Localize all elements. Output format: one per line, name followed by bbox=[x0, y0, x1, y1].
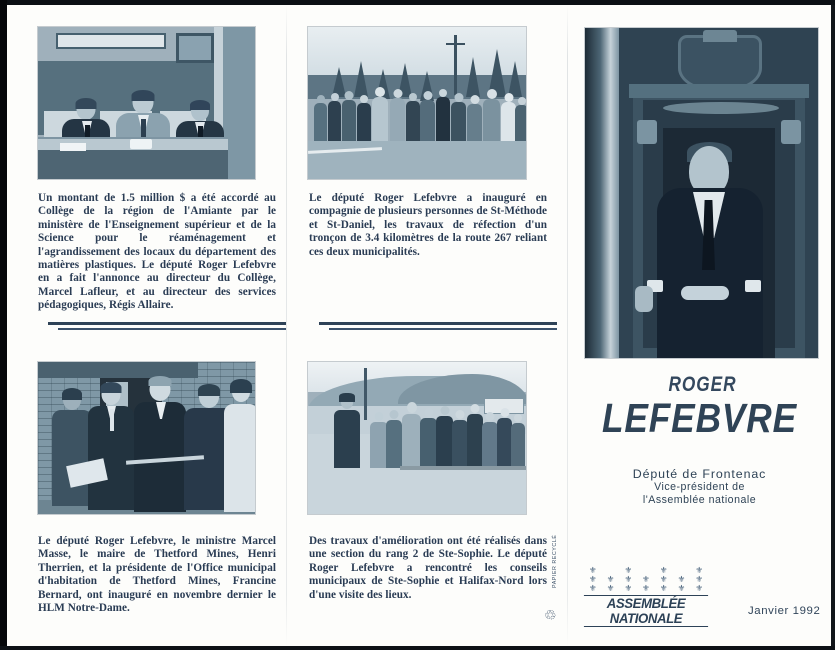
recycled-paper-label: PAPIER RECYCLÉ bbox=[552, 534, 558, 588]
fleur-de-lis-icon: ⚜ bbox=[695, 575, 703, 586]
fleur-de-lis-icon: ⚜ bbox=[624, 584, 633, 595]
identity-block bbox=[568, 373, 831, 507]
fleur-de-lis-icon: ⚜ bbox=[642, 575, 650, 586]
recycled-paper-mark bbox=[542, 534, 564, 629]
photo-ribbon-cutting-hlm bbox=[38, 362, 255, 514]
fleur-de-lis-icon: ⚜ bbox=[642, 584, 650, 595]
fleur-de-lis-icon: ⚜ bbox=[606, 584, 615, 595]
fleur-de-lis-icon: ⚜ bbox=[659, 584, 668, 595]
fleur-de-lis-icon: ⚜ bbox=[624, 566, 633, 577]
fleur-de-lis-icon: ⚜ bbox=[695, 584, 703, 595]
photo-official-portrait bbox=[585, 28, 818, 358]
fleur-de-lis-icon: ⚜ bbox=[677, 584, 686, 595]
divider-rule-middle bbox=[319, 322, 557, 330]
caption-hlm-notre-dame: Le député Roger Lefebvre, le ministre Marcel Masse, le maire de Thetford Mines, Henri Therrien, et la présidente de l'Office municipal d'habitation de Thetford Mines, Francine Bernard, ont inauguré en novembre dernier le HLM Notre-Dame. bbox=[38, 535, 276, 615]
fleur-de-lis-pattern bbox=[582, 567, 710, 595]
fleur-de-lis-icon: ⚜ bbox=[624, 575, 633, 586]
fleur-de-lis-icon: ⚜ bbox=[659, 575, 668, 586]
brochure-paper bbox=[7, 5, 831, 646]
role-deputy-frontenac: Député de Frontenac bbox=[632, 467, 767, 481]
caption-route-267: Le député Roger Lefebvre a inauguré en compagnie de plusieurs personnes de St-Méthode et St-Daniel, les travaux de réfection d'un tronçon de 3.4 kilomètres de la route 267 reliant ces deux municipalités. bbox=[309, 192, 547, 258]
scan-frame-left bbox=[0, 0, 7, 650]
fleur-de-lis-icon: ⚜ bbox=[589, 566, 597, 577]
fold-seam-first bbox=[286, 5, 287, 646]
fold-seam-second bbox=[567, 5, 568, 646]
photo-rang-ste-sophie-group bbox=[308, 362, 526, 514]
photo-road-group bbox=[308, 27, 526, 179]
scan-frame-bottom bbox=[0, 646, 835, 650]
logo-wordmark: ASSEMBLÉE NATIONALE bbox=[584, 595, 708, 627]
fleur-de-lis-icon: ⚜ bbox=[589, 584, 597, 595]
role-block bbox=[568, 467, 831, 507]
fleur-de-lis-icon: ⚜ bbox=[659, 566, 668, 577]
fleur-de-lis-icon: ⚜ bbox=[677, 575, 686, 586]
first-name: ROGER bbox=[668, 373, 737, 396]
caption-rang-2-ste-sophie: Des travaux d'amélioration ont été réalisés dans une section du rang 2 de Ste-Sophie. Le député Roger Lefebvre a rencontré les conseils municipaux de Ste-Sophie et Halifax-Nord lors d'une visite des lieux. bbox=[309, 535, 547, 601]
issue-date: Janvier 1992 bbox=[748, 605, 821, 617]
fleur-de-lis-icon: ⚜ bbox=[695, 566, 703, 577]
photo-press-conference bbox=[38, 27, 255, 179]
assemblee-nationale-logo bbox=[582, 567, 710, 627]
divider-rule-left bbox=[48, 322, 286, 330]
last-name: LEFEBVRE bbox=[602, 395, 797, 441]
recycling-icon: ♲ bbox=[544, 608, 557, 624]
role-assemblee: l'Assemblée nationale bbox=[642, 494, 757, 506]
role-vice-president: Vice-président de bbox=[654, 481, 745, 493]
fleur-de-lis-icon: ⚜ bbox=[606, 575, 615, 586]
caption-college-amiante: Un montant de 1.5 million $ a été accordé au Collège de la région de l'Amiante par le ministère de l'Enseignement supérieur et de la Science pour le réaménagement et l'agrandissement des locaux du département des matières plastiques. Le député Roger Lefebvre en a fait l'annonce au directeur du Collège, Marcel Lafleur, et au directeur des services pédagogiques, Régis Allaire. bbox=[38, 192, 276, 312]
fleur-de-lis-icon: ⚜ bbox=[589, 575, 597, 586]
